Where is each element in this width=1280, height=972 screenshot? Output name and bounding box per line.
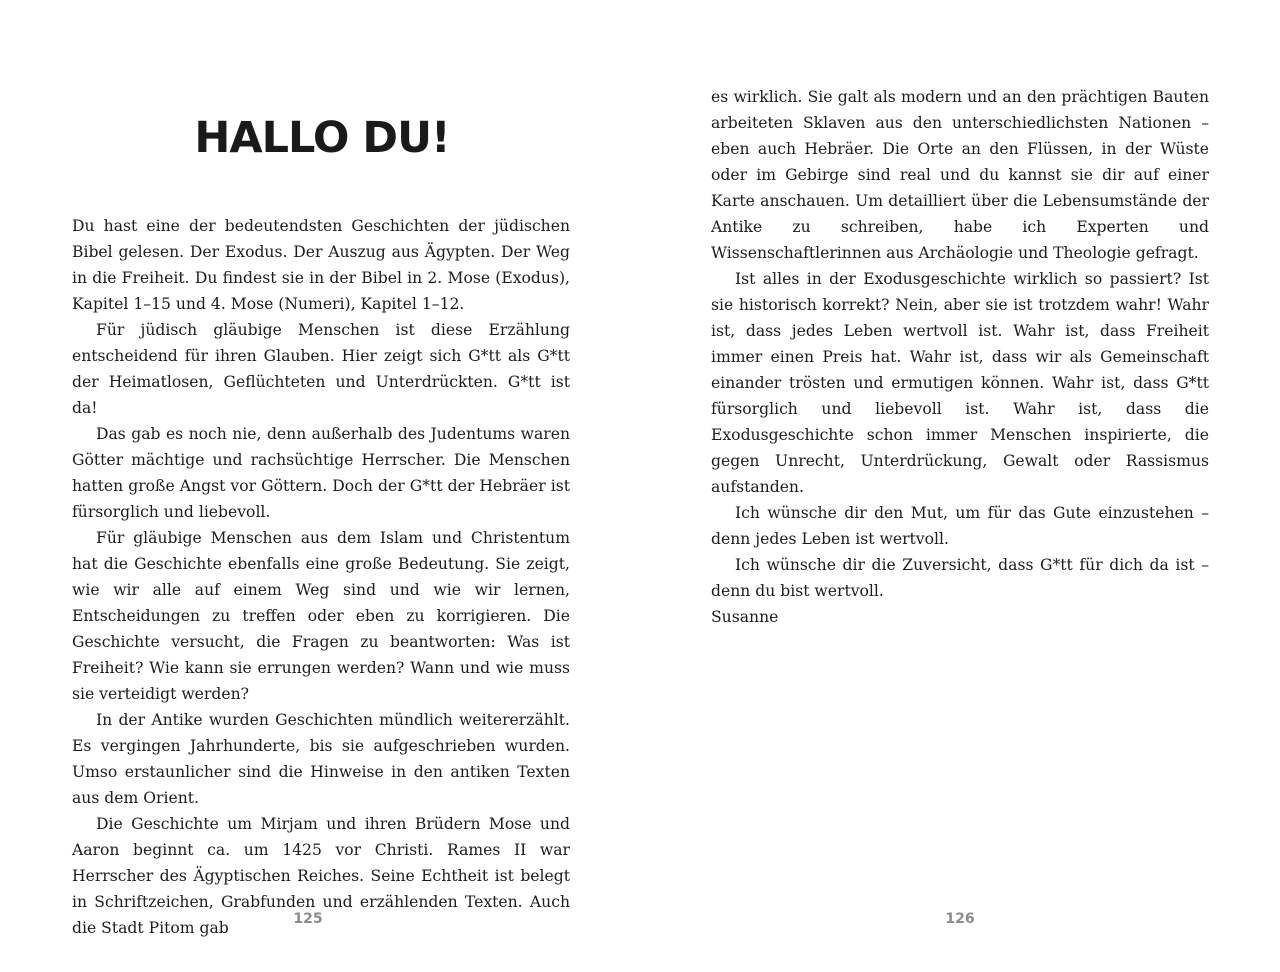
paragraph: Ich wünsche dir den Mut, um für das Gute einzustehen – denn jedes Leben ist wertvoll. xyxy=(711,504,1209,548)
page-number: 126 xyxy=(945,911,975,927)
right-body-text xyxy=(711,84,1209,630)
paragraph: Ich wünsche dir die Zuversicht, dass G*tt für dich da ist – denn du bist wertvoll. xyxy=(711,556,1209,600)
left-body-text xyxy=(72,213,570,941)
paragraph: Du hast eine der bedeutendsten Geschichten der jüdischen Bibel gelesen. Der Exodus. Der Auszug aus Ägypten. Der Weg in die Freiheit. Du findest sie in der Bibel in 2. Mose (Exodus), Kapitel 1–15 und 4. Mose (Numeri), Kapitel 1–12. xyxy=(72,217,570,313)
paragraph: Die Geschichte um Mirjam und ihren Brüdern Mose und Aaron beginnt ca. um 1425 vor Christi. Rames II war Herrscher des Ägyptischen Reiches. Seine Echtheit ist belegt in Schriftzeichen, Grabfunden und erzählenden Texten. Auch die Stadt Pitom gab xyxy=(72,815,570,937)
paragraph: es wirklich. Sie galt als modern und an den prächtigen Bauten arbeiteten Sklaven aus den unterschiedlichsten Nationen – eben auch Hebräer. Die Orte an den Flüssen, in der Wüste oder im Gebirge sind real und du kannst sie dir auf einer Karte anschauen. Um detailliert über die Lebensumstände der Antike zu schreiben, habe ich Experten und Wissenschaftlerinnen aus Archäologie und Theologie gefragt. xyxy=(711,88,1209,262)
paragraph: Ist alles in der Exodusgeschichte wirklich so passiert? Ist sie historisch korrekt? Nein, aber sie ist trotzdem wahr! Wahr ist, dass jedes Leben wertvoll ist. Wahr ist, dass Freiheit immer einen Preis hat. Wahr ist, dass wir als Gemeinschaft einander trösten und ermutigen können. Wahr ist, dass G*tt fürsorglich und liebevoll ist. Wahr ist, dass die Exodusgeschichte schon immer Menschen inspirierte, die gegen Unrecht, Unterdrückung, Gewalt oder Rassismus aufstanden. xyxy=(711,270,1209,496)
paragraph: Für jüdisch gläubige Menschen ist diese Erzählung entscheidend für ihren Glauben. Hier zeigt sich G*tt als G*tt der Heimatlosen, Geflüchteten und Unterdrückten. G*tt ist da! xyxy=(72,321,570,417)
paragraph: Für gläubige Menschen aus dem Islam und Christentum hat die Geschichte ebenfalls eine große Bedeutung. Sie zeigt, wie wir alle auf einem Weg sind und wie wir lernen, Entscheidungen zu treffen oder eben zu korrigieren. Die Geschichte versucht, die Fragen zu beantworten: Was ist Freiheit? Wie kann sie errungen werden? Wann und wie muss sie verteidigt werden? xyxy=(72,529,570,703)
paragraph: Das gab es noch nie, denn außerhalb des Judentums waren Götter mächtige und rachsüchtige Herrscher. Die Menschen hatten große Angst vor Göttern. Doch der G*tt der Hebräer ist fürsorglich und liebevoll. xyxy=(72,425,570,521)
paragraph: In der Antike wurden Geschichten mündlich weitererzählt. Es vergingen Jahrhunderte, bis sie aufgeschrieben wurden. Umso erstaunlicher sind die Hinweise in den antiken Texten aus dem Orient. xyxy=(72,711,570,807)
page-number: 125 xyxy=(293,911,323,927)
right-page xyxy=(640,0,1280,972)
chapter-heading: HALLO DU! xyxy=(194,113,450,163)
signature: Susanne xyxy=(711,608,779,626)
